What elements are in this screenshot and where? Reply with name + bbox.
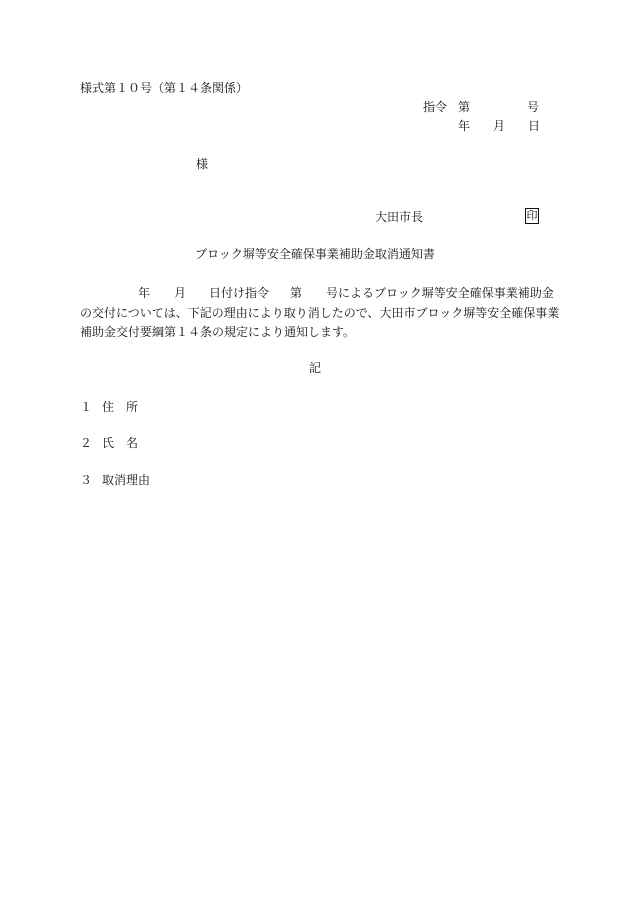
ki-heading: 記 <box>308 361 321 375</box>
addressee-suffix: 様 <box>196 157 209 171</box>
body-dai: 第 <box>290 286 303 300</box>
body-line1-rest: 号によるブロック塀等安全確保事業補助金 <box>326 286 554 300</box>
body-line-3: 補助金交付要綱第１４条の規定により通知します。 <box>80 325 356 339</box>
item-label-name: 氏 名 <box>102 436 139 450</box>
item-label-cancellation-reason: 取消理由 <box>102 473 151 487</box>
body-year: 年 <box>138 286 151 300</box>
date-day: 日 <box>528 119 541 133</box>
date-year: 年 <box>458 119 471 133</box>
body-line-2: の交付については、下記の理由により取り消したので、大田市ブロック塀等安全確保事業 <box>80 306 560 320</box>
directive-label: 指令 <box>423 100 448 114</box>
form-number: 様式第１０号（第１４条関係） <box>80 81 249 95</box>
body-month: 月 <box>174 286 187 300</box>
seal-mark: 印 <box>526 209 538 222</box>
document-title: ブロック塀等安全確保事業補助金取消通知書 <box>195 247 435 261</box>
item-number-2: ２ <box>80 436 93 450</box>
body-dated-directive: 日付け指令 <box>209 286 270 300</box>
directive-dai: 第 <box>458 100 471 114</box>
issuer-name: 大田市長 <box>375 210 424 224</box>
item-label-address: 住 所 <box>102 400 139 414</box>
item-number-3: ３ <box>80 473 93 487</box>
directive-go: 号 <box>527 100 540 114</box>
date-month: 月 <box>493 119 506 133</box>
item-number-1: １ <box>80 400 93 414</box>
